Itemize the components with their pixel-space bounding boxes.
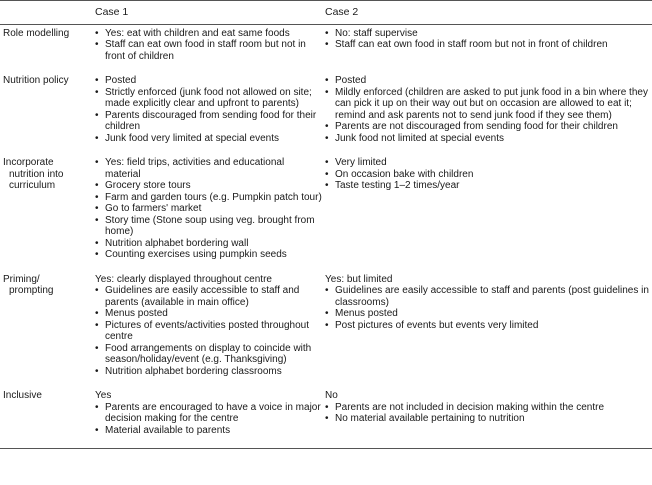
table-row bbox=[0, 154, 652, 271]
bullet-item: • Pictures of events/activities posted throughout centre bbox=[95, 320, 322, 343]
bullet-item: • Go to farmers' market bbox=[95, 203, 322, 215]
table-row bbox=[0, 72, 652, 154]
row-label-line: Priming/ bbox=[3, 273, 40, 285]
row-label bbox=[0, 274, 92, 378]
case-2-cell bbox=[322, 75, 652, 144]
bullet-item: • No material available pertaining to nutrition bbox=[325, 413, 652, 425]
case-1-cell bbox=[92, 75, 322, 144]
case-2-cell bbox=[322, 157, 652, 261]
row-label bbox=[0, 28, 92, 63]
bullet-item: • Parents are encouraged to have a voice in major decision making for the centre bbox=[95, 402, 322, 425]
bullet-item: • Staff can eat own food in staff room but not in front of children bbox=[95, 39, 322, 62]
bullet-item: • Grocery store tours bbox=[95, 180, 322, 192]
case-2-cell bbox=[322, 28, 652, 63]
bullet-item: • Food arrangements on display to coincide with season/holiday/event (e.g. Thanksgiving) bbox=[95, 343, 322, 366]
header-label bbox=[0, 7, 92, 19]
bullet-item: • Menus posted bbox=[95, 308, 322, 320]
bullet-list bbox=[325, 28, 652, 51]
bullet-item: • Parents discouraged from sending food for their children bbox=[95, 110, 322, 133]
bullet-item: • Post pictures of events but events very limited bbox=[325, 320, 652, 332]
case-1-cell bbox=[92, 274, 322, 378]
bullet-item: • Junk food very limited at special events bbox=[95, 133, 322, 145]
bullet-item: • Counting exercises using pumpkin seeds bbox=[95, 249, 322, 261]
bullet-list bbox=[95, 402, 322, 437]
bullet-item: • Yes: eat with children and eat same foods bbox=[95, 28, 322, 40]
header-row bbox=[0, 1, 652, 24]
bullet-list bbox=[95, 75, 322, 144]
bullet-item: • Junk food not limited at special events bbox=[325, 133, 652, 145]
bullet-item: • Guidelines are easily accessible to staff and parents (post guidelines in classrooms) bbox=[325, 285, 652, 308]
bullet-item: • Nutrition alphabet bordering wall bbox=[95, 238, 322, 250]
row-label bbox=[0, 75, 92, 144]
bullet-list bbox=[325, 157, 652, 192]
bullet-item: • On occasion bake with children bbox=[325, 169, 652, 181]
row-label-line: Incorporate bbox=[3, 157, 54, 168]
row-label-line: prompting bbox=[9, 285, 54, 296]
row-label bbox=[0, 390, 92, 436]
bullet-item: • Mildly enforced (children are asked to put junk food in a bin where they can pick it up on their way out but on occasion are allowed to eat it; remind and ask parents not to send junk food if they see them) bbox=[325, 87, 652, 122]
bullet-list bbox=[325, 75, 652, 144]
bullet-list bbox=[325, 402, 652, 425]
cell-lead-text: Yes: but limited bbox=[325, 273, 393, 285]
bullet-item: • Posted bbox=[325, 75, 652, 87]
row-label-line: nutrition into bbox=[9, 168, 64, 180]
case-2-cell bbox=[322, 274, 652, 378]
bullet-item: • Farm and garden tours (e.g. Pumpkin patch tour) bbox=[95, 192, 322, 204]
bullet-item: • Strictly enforced (junk food not allowed on site; made explicitly clear and upfront to parents) bbox=[95, 87, 322, 110]
table-body bbox=[0, 25, 652, 449]
row-label-line: Role modelling bbox=[3, 27, 70, 39]
bottom-rule bbox=[0, 448, 652, 449]
bullet-item: • Posted bbox=[95, 75, 322, 87]
case-2-cell bbox=[322, 390, 652, 436]
bullet-item: • Taste testing 1–2 times/year bbox=[325, 180, 652, 192]
case-1-cell bbox=[92, 390, 322, 436]
bullet-item: • Yes: field trips, activities and educational material bbox=[95, 157, 322, 180]
bullet-item: • Parents are not discouraged from sending food for their children bbox=[325, 121, 652, 133]
row-label-line: Nutrition policy bbox=[3, 75, 69, 86]
bullet-list bbox=[95, 157, 322, 261]
bullet-item: • Parents are not included in decision making within the centre bbox=[325, 402, 652, 414]
row-label-line: curriculum bbox=[9, 180, 56, 191]
bullet-list bbox=[95, 285, 322, 377]
bullet-item: • No: staff supervise bbox=[325, 28, 652, 40]
cell-lead-text: Yes bbox=[95, 390, 112, 401]
row-label-line: Inclusive bbox=[3, 390, 42, 401]
header-case-2: Case 2 bbox=[325, 6, 359, 18]
row-label bbox=[0, 157, 92, 261]
cell-lead-text: Yes: clearly displayed throughout centre bbox=[95, 273, 272, 285]
table-row bbox=[0, 387, 652, 448]
bullet-list bbox=[325, 285, 652, 331]
header-case-1: Case 1 bbox=[95, 6, 129, 18]
table-row bbox=[0, 271, 652, 388]
bullet-item: • Material available to parents bbox=[95, 425, 322, 437]
bullet-item: • Story time (Stone soup using veg. brought from home) bbox=[95, 215, 322, 238]
bullet-list bbox=[95, 28, 322, 63]
bullet-item: • Nutrition alphabet bordering classrooms bbox=[95, 366, 322, 378]
cell-lead-text: No bbox=[325, 390, 338, 401]
case-1-cell bbox=[92, 28, 322, 63]
bullet-item: • Menus posted bbox=[325, 308, 652, 320]
case-1-cell bbox=[92, 157, 322, 261]
table-row bbox=[0, 25, 652, 73]
bullet-item: • Staff can eat own food in staff room but not in front of children bbox=[325, 39, 652, 51]
bullet-item: • Very limited bbox=[325, 157, 652, 169]
bullet-item: • Guidelines are easily accessible to staff and parents (available in main office) bbox=[95, 285, 322, 308]
